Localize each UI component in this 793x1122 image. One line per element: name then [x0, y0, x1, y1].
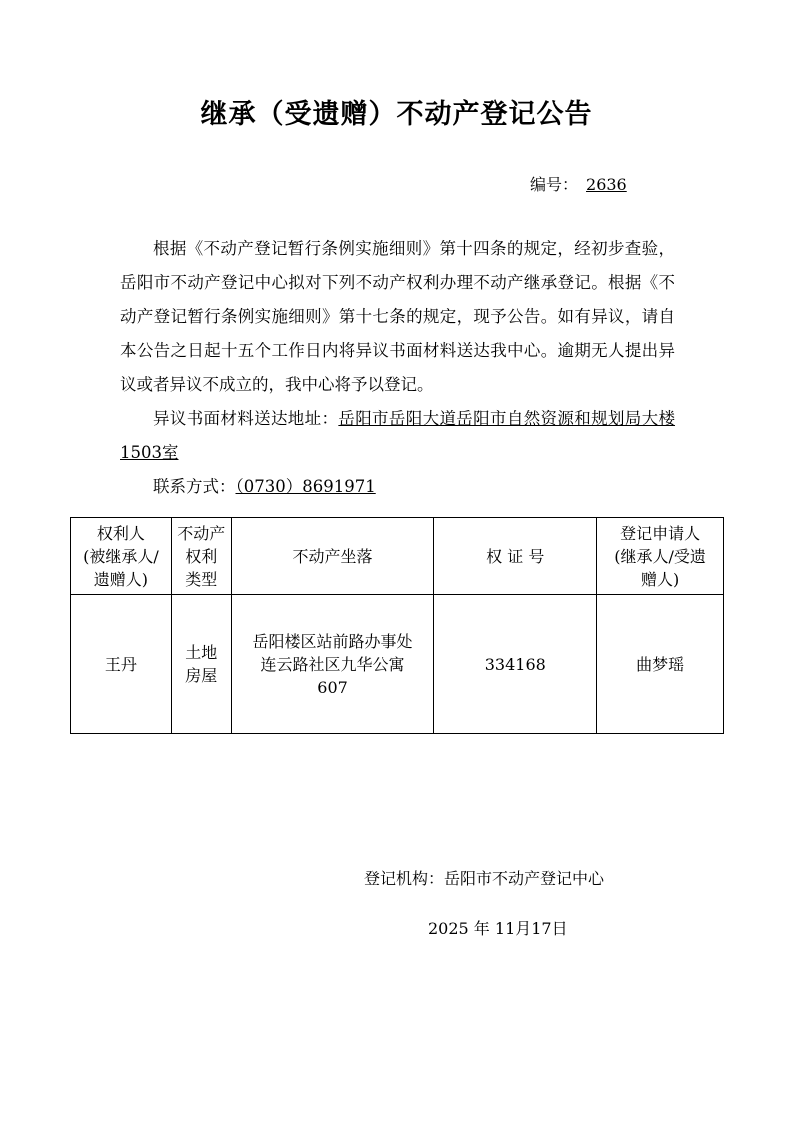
contact-value: （0730）8691971	[235, 477, 376, 496]
table-header-row	[71, 518, 724, 595]
notice-paragraph: 根据《不动产登记暂行条例实施细则》第十四条的规定，经初步查验，岳阳市不动产登记中心拟对下列不动产权利办理不动产继承登记。根据《不动产登记暂行条例实施细则》第十七条的规定，现予公告。如有异议，请自本公告之日起十五个工作日内将异议书面材料送达我中心。逾期无人提出异议或者异议不成立的，我中心将予以登记。	[120, 239, 675, 394]
registration-authority: 登记机构：岳阳市不动产登记中心	[364, 869, 605, 888]
address-line	[120, 402, 675, 470]
header-right-type: 不动产 权利 类型	[171, 518, 231, 595]
header-certificate: 权 证 号	[434, 518, 597, 595]
header-location: 不动产坐落	[231, 518, 434, 595]
page-title: 继承（受遗赠）不动产登记公告	[200, 99, 593, 130]
cell-holder: 王丹	[71, 595, 172, 734]
contact-line	[120, 470, 675, 504]
address-value: 岳阳市岳阳大道岳阳市自然资源和规划局大楼1503室	[120, 409, 676, 462]
contact-label: 联系方式：	[153, 477, 236, 496]
address-label: 异议书面材料送达地址：	[153, 409, 339, 428]
header-applicant: 登记申请人 (继承人/受遗 赠人)	[597, 518, 724, 595]
number-value: 2636	[586, 175, 627, 194]
notice-date: 2025 年 11月17日	[428, 919, 568, 938]
header-holder: 权利人 (被继承人/ 遗赠人)	[71, 518, 172, 595]
notice-body	[120, 232, 675, 504]
table-row	[71, 595, 724, 734]
cell-applicant: 曲梦瑶	[597, 595, 724, 734]
registration-table	[70, 517, 724, 734]
cell-right-type: 土地 房屋	[171, 595, 231, 734]
cell-certificate: 334168	[434, 595, 597, 734]
number-label: 编号：	[530, 175, 579, 194]
notice-number	[530, 172, 627, 195]
cell-location: 岳阳楼区站前路办事处 连云路社区九华公寓 607	[231, 595, 434, 734]
